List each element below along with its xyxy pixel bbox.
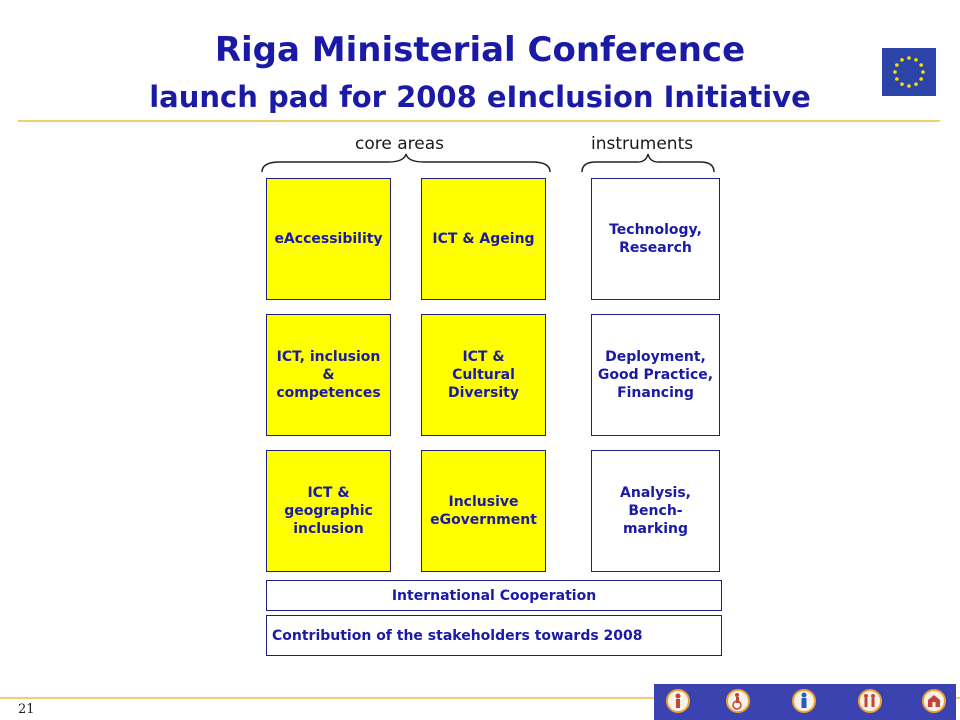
instrument-label: Technology, Research [609, 222, 702, 256]
wheelchair-icon [726, 689, 750, 713]
flag-star [914, 82, 918, 86]
header-divider [18, 120, 940, 122]
core-area-ict-ageing [421, 178, 546, 300]
flag-star [907, 84, 911, 88]
core-area-label: eAccessibility [274, 231, 383, 247]
international-cooperation-bar [266, 580, 722, 611]
instruments-label: instruments [591, 134, 694, 154]
instrument-analysis-benchmarking [591, 450, 720, 572]
page-number: 21 [18, 702, 35, 717]
core-areas-label: core areas [355, 134, 444, 154]
flag-star [914, 58, 918, 62]
core-area-label: ICT & Ageing [432, 231, 535, 247]
core-area-label: ICT & geographic inclusion [284, 485, 373, 537]
flag-star [919, 63, 923, 67]
flag-star [895, 77, 899, 81]
instruments-brace [578, 152, 718, 176]
core-area-inclusive-egovernment [421, 450, 546, 572]
instrument-label: Analysis, Bench- marking [620, 485, 691, 537]
flag-star [921, 70, 925, 74]
stakeholder-contribution-bar [266, 615, 722, 656]
flag-star [900, 58, 904, 62]
standing-person-icon [792, 689, 816, 713]
core-area-eaccessibility [266, 178, 391, 300]
core-area-label: ICT & Cultural Diversity [448, 349, 519, 401]
instrument-technology-research [591, 178, 720, 300]
core-area-ict-geographic-inclusion [266, 450, 391, 572]
instrument-label: Deployment, Good Practice, Financing [597, 349, 714, 401]
flag-star [893, 70, 897, 74]
core-areas-brace [258, 152, 554, 176]
family-icon [858, 689, 882, 713]
core-area-ict-inclusion-competences [266, 314, 391, 436]
core-area-label: ICT, inclusion & competences [276, 349, 381, 401]
flag-star [895, 63, 899, 67]
core-area-ict-cultural-diversity [421, 314, 546, 436]
footer-icon-strip [654, 684, 956, 720]
house-icon [922, 689, 946, 713]
eu-flag-icon [882, 48, 936, 96]
flag-star [907, 56, 911, 60]
core-area-label: Inclusive eGovernment [430, 494, 537, 528]
flag-star [900, 82, 904, 86]
slide-subtitle: launch pad for 2008 eInclusion Initiative [149, 80, 811, 114]
instrument-deployment [591, 314, 720, 436]
person-icon [666, 689, 690, 713]
international-cooperation-label: International Cooperation [391, 587, 597, 604]
slide-title: Riga Ministerial Conference [214, 30, 746, 70]
flag-star [919, 77, 923, 81]
stakeholder-contribution-label: Contribution of the stakeholders towards 2008 [272, 627, 643, 644]
